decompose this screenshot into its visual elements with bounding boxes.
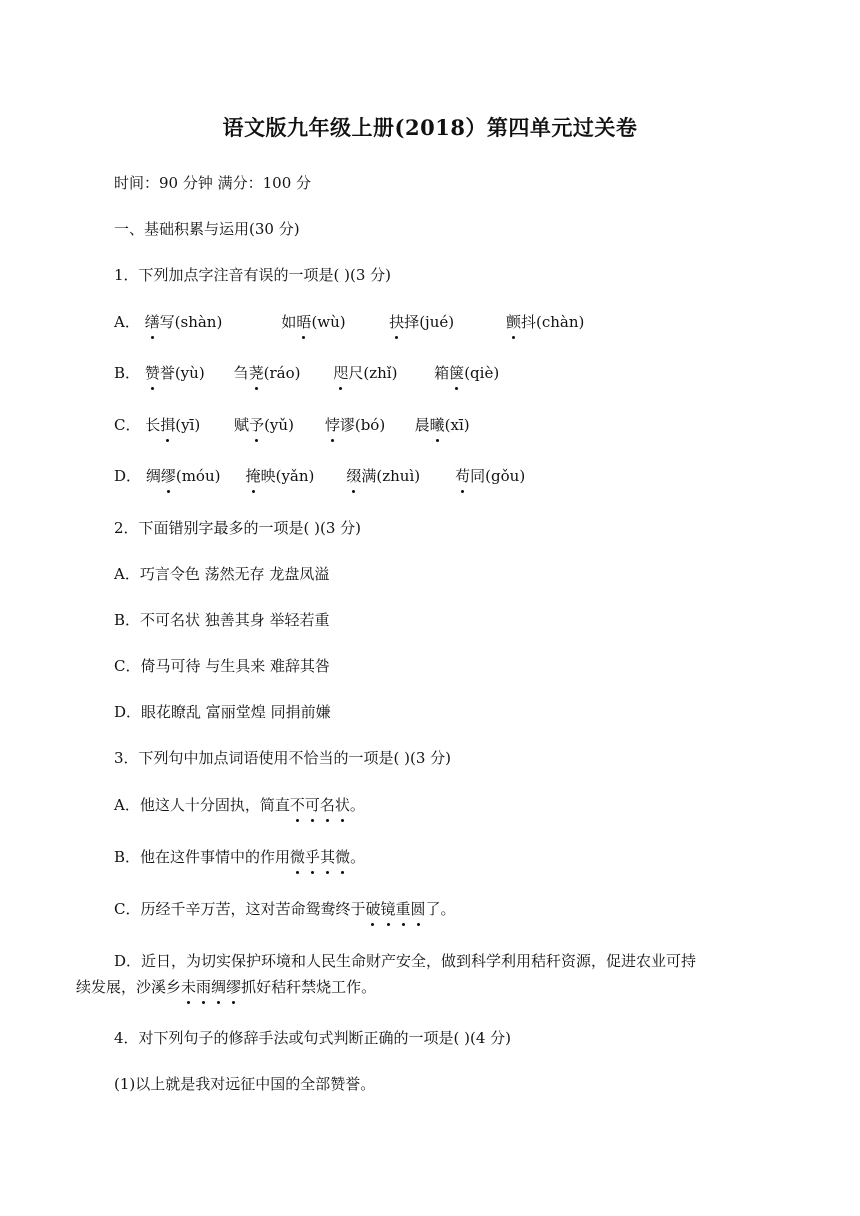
dotted-char: 揖	[160, 416, 176, 434]
dotted-char: 名	[319, 796, 335, 814]
dotted-char: 乎	[305, 848, 321, 866]
option-item: 悖谬(bó)	[324, 416, 386, 434]
dotted-char: 抉	[389, 313, 405, 331]
question-2-option-b: B．不可名状 独善其身 举轻若重	[114, 611, 330, 629]
dotted-char: 重	[395, 900, 411, 918]
dotted-char: 镜	[380, 900, 396, 918]
option-item: 抉择(jué)	[389, 313, 455, 331]
dotted-char: 圆	[410, 900, 426, 918]
question-4-stem: 4．对下列句子的修辞手法或句式判断正确的一项是( )(4 分)	[114, 1029, 512, 1047]
question-1-option-d	[114, 465, 525, 487]
dotted-char: 咫	[333, 364, 349, 382]
dotted-char: 缀	[346, 467, 362, 485]
dotted-char: 箧	[449, 364, 465, 382]
dotted-char: 缪	[160, 467, 176, 485]
option-label: C．	[114, 416, 141, 434]
question-1-option-a	[114, 311, 584, 333]
question-2-option-c: C．倚马可待 与生具来 难辞其咎	[114, 657, 331, 675]
option-item: 赋予(yǔ)	[234, 416, 294, 434]
dotted-char: 颤	[505, 313, 521, 331]
question-3-option-d-line-1: D．近日，为切实保护环境和人民生命财产安全，做到科学利用秸秆资源，促进农业可持	[114, 952, 697, 970]
option-item: 赞誉(yù)	[144, 364, 205, 382]
dotted-char: 未	[181, 978, 197, 996]
option-item: 箱箧(qiè)	[434, 364, 500, 382]
dotted-char: 破	[365, 900, 381, 918]
question-4-sentence-1: (1)以上就是我对远征中国的全部赞誉。	[114, 1075, 376, 1093]
dotted-char: 赞	[144, 364, 160, 382]
dotted-char: 缪	[226, 978, 242, 996]
dotted-char: 荛	[248, 364, 264, 382]
question-2-option-a: A．巧言令色 荡然无存 龙盘凤溢	[114, 565, 330, 583]
dotted-char: 缮	[144, 313, 160, 331]
dotted-char: 掩	[245, 467, 261, 485]
question-3-option-d-line-2: 续发展，沙溪乡未雨绸缪抓好秸秆禁烧工作。	[76, 978, 377, 996]
question-1-option-b	[114, 362, 499, 384]
dotted-char: 绸	[211, 978, 227, 996]
question-2-option-d: D．眼花瞭乱 富丽堂煌 同捐前嫌	[114, 703, 331, 721]
option-item: 咫尺(zhǐ)	[333, 364, 398, 382]
dotted-char: 微	[335, 848, 351, 866]
option-item: 缀满(zhuì)	[346, 467, 421, 485]
dotted-char: 曦	[429, 416, 445, 434]
dotted-char: 其	[320, 848, 336, 866]
dotted-char: 可	[304, 796, 320, 814]
dotted-char: 不	[289, 796, 305, 814]
question-3-option-c: C．历经千辛万苦，这对苦命鸳鸯终于破镜重圆了。	[114, 900, 456, 918]
option-item: 晨曦(xī)	[414, 416, 470, 434]
dotted-char: 悖	[324, 416, 340, 434]
exam-meta: 时间：90 分钟 满分：100 分	[114, 174, 312, 192]
question-1-option-c	[114, 414, 470, 436]
dotted-char: 晤	[296, 313, 312, 331]
option-item: 如晤(wù)	[281, 313, 346, 331]
dotted-char: 状	[334, 796, 350, 814]
question-3-option-a: A．他这人十分固执，简直不可名状。	[114, 796, 365, 814]
option-label: D．	[114, 467, 142, 485]
question-3-option-b: B．他在这件事情中的作用微乎其微。	[114, 848, 366, 866]
section-heading: 一、基础积累与运用(30 分)	[114, 220, 300, 238]
option-item: 颤抖(chàn)	[505, 313, 585, 331]
option-item: 刍荛(ráo)	[233, 364, 301, 382]
dotted-char: 予	[249, 416, 265, 434]
question-2-stem: 2．下面错别字最多的一项是( )(3 分)	[114, 519, 362, 537]
option-label: A．	[114, 313, 140, 331]
dotted-char: 苟	[455, 467, 471, 485]
option-item: 缮写(shàn)	[144, 313, 223, 331]
option-label: B．	[114, 364, 141, 382]
dotted-char: 雨	[196, 978, 212, 996]
option-item: 长揖(yī)	[145, 416, 201, 434]
option-item: 苟同(gǒu)	[455, 467, 526, 485]
option-item: 掩映(yǎn)	[245, 467, 315, 485]
question-3-stem: 3．下列句中加点词语使用不恰当的一项是( )(3 分)	[114, 749, 452, 767]
question-1-stem: 1．下列加点字注音有误的一项是( )(3 分)	[114, 266, 392, 284]
page-title: 语文版九年级上册(2018）第四单元过关卷	[222, 115, 638, 140]
option-item: 绸缪(móu)	[145, 467, 221, 485]
dotted-char: 微	[290, 848, 306, 866]
